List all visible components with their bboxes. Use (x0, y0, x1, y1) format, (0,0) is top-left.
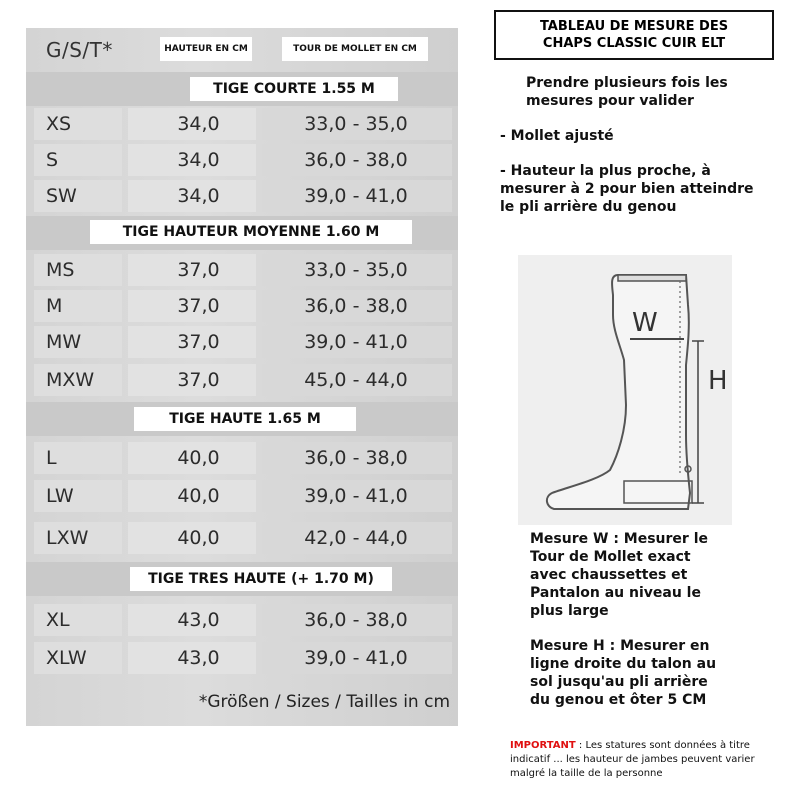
size-table (26, 28, 458, 726)
table-row (26, 478, 458, 514)
chaps-diagram (518, 255, 732, 525)
size-cell: LW (46, 485, 74, 507)
height-cell: 40,0 (177, 447, 220, 469)
table-row (26, 640, 458, 676)
section-tige-moyenne (26, 216, 458, 250)
note-line: Pantalon au niveau le (530, 585, 701, 601)
note-measure-several-times (526, 74, 728, 110)
height-cell: 40,0 (177, 527, 220, 549)
height-cell: 40,0 (177, 485, 220, 507)
calf-cell: 36,0 - 38,0 (304, 447, 408, 469)
diagram-w-label: W (632, 308, 658, 338)
height-cell: 43,0 (177, 647, 220, 669)
table-row (26, 252, 458, 288)
table-row (26, 142, 458, 178)
calf-cell: 36,0 - 38,0 (304, 149, 408, 171)
table-row (26, 324, 458, 360)
table-row (26, 440, 458, 476)
chaps-illustration (518, 255, 732, 525)
calf-cell: 39,0 - 41,0 (304, 485, 408, 507)
table-row (26, 520, 458, 556)
height-cell: 37,0 (177, 259, 220, 281)
section-tige-tres-haute (26, 562, 458, 596)
height-cell: 34,0 (177, 113, 220, 135)
info-title-line2: CHAPS CLASSIC CUIR ELT (542, 36, 726, 51)
measure-w-description (530, 530, 708, 620)
note-line: Mesure H : Mesurer en (530, 638, 710, 654)
note-line: ligne droite du talon au (530, 656, 717, 672)
table-row (26, 178, 458, 214)
size-cell: XS (46, 113, 72, 135)
size-cell: MXW (46, 369, 95, 391)
table-row (26, 106, 458, 142)
note-line: - Hauteur la plus proche, à (500, 163, 711, 179)
important-notice (510, 739, 778, 781)
important-label: IMPORTANT (510, 740, 576, 751)
calf-column-header: TOUR DE MOLLET EN CM (282, 37, 428, 61)
section-title: TIGE TRES HAUTE (+ 1.70 M) (130, 567, 392, 591)
size-cell: MW (46, 331, 82, 353)
size-cell: SW (46, 185, 77, 207)
size-cell: MS (46, 259, 75, 281)
section-tige-haute (26, 402, 458, 436)
table-header (26, 28, 458, 70)
calf-cell: 36,0 - 38,0 (304, 295, 408, 317)
note-line: Prendre plusieurs fois les (526, 75, 728, 91)
table-row (26, 602, 458, 638)
size-cell: LXW (46, 527, 89, 549)
calf-cell: 39,0 - 41,0 (304, 185, 408, 207)
info-title-line1: TABLEAU DE MESURE DES (539, 19, 729, 34)
table-row (26, 288, 458, 324)
note-line: plus large (530, 603, 609, 619)
size-column-header: G/S/T* (46, 38, 113, 62)
note-line: le pli arrière du genou (500, 199, 677, 215)
section-tige-courte (26, 72, 458, 106)
calf-cell: 39,0 - 41,0 (304, 331, 408, 353)
note-line: mesures pour valider (526, 93, 694, 109)
note-line: mesurer à 2 pour bien atteindre (500, 181, 754, 197)
calf-cell: 33,0 - 35,0 (304, 259, 408, 281)
size-cell: S (46, 149, 59, 171)
important-text: : Les statures sont données à titre indicatif ... les hauteur de jambes peuvent varier malgré la taille de la personne (510, 740, 755, 779)
size-cell: L (46, 447, 57, 469)
size-cell: XL (46, 609, 70, 631)
note-line: du genou et ôter 5 CM (530, 692, 707, 708)
height-cell: 37,0 (177, 331, 220, 353)
height-cell: 37,0 (177, 369, 220, 391)
info-title-box (494, 10, 774, 60)
height-cell: 37,0 (177, 295, 220, 317)
section-title: TIGE HAUTEUR MOYENNE 1.60 M (90, 220, 412, 244)
section-title: TIGE HAUTE 1.65 M (134, 407, 356, 431)
height-cell: 34,0 (177, 149, 220, 171)
calf-cell: 36,0 - 38,0 (304, 609, 408, 631)
height-cell: 34,0 (177, 185, 220, 207)
calf-cell: 42,0 - 44,0 (304, 527, 408, 549)
calf-cell: 33,0 - 35,0 (304, 113, 408, 135)
calf-cell: 45,0 - 44,0 (304, 369, 408, 391)
note-line: Mesure W : Mesurer le (530, 531, 708, 547)
size-cell: XLW (46, 647, 87, 669)
note-calf-fitted: - Mollet ajusté (500, 128, 614, 144)
table-footnote: *Größen / Sizes / Tailles in cm (198, 692, 450, 712)
diagram-h-label: H (708, 366, 728, 396)
size-cell: M (46, 295, 63, 317)
note-line: avec chaussettes et (530, 567, 688, 583)
height-cell: 43,0 (177, 609, 220, 631)
section-title: TIGE COURTE 1.55 M (190, 77, 398, 101)
note-line: Tour de Mollet exact (530, 549, 691, 565)
note-line: sol jusqu'au pli arrière (530, 674, 708, 690)
table-row (26, 362, 458, 398)
height-column-header: HAUTEUR EN CM (160, 37, 252, 61)
note-height (500, 162, 754, 216)
measure-h-description (530, 637, 716, 709)
calf-cell: 39,0 - 41,0 (304, 647, 408, 669)
